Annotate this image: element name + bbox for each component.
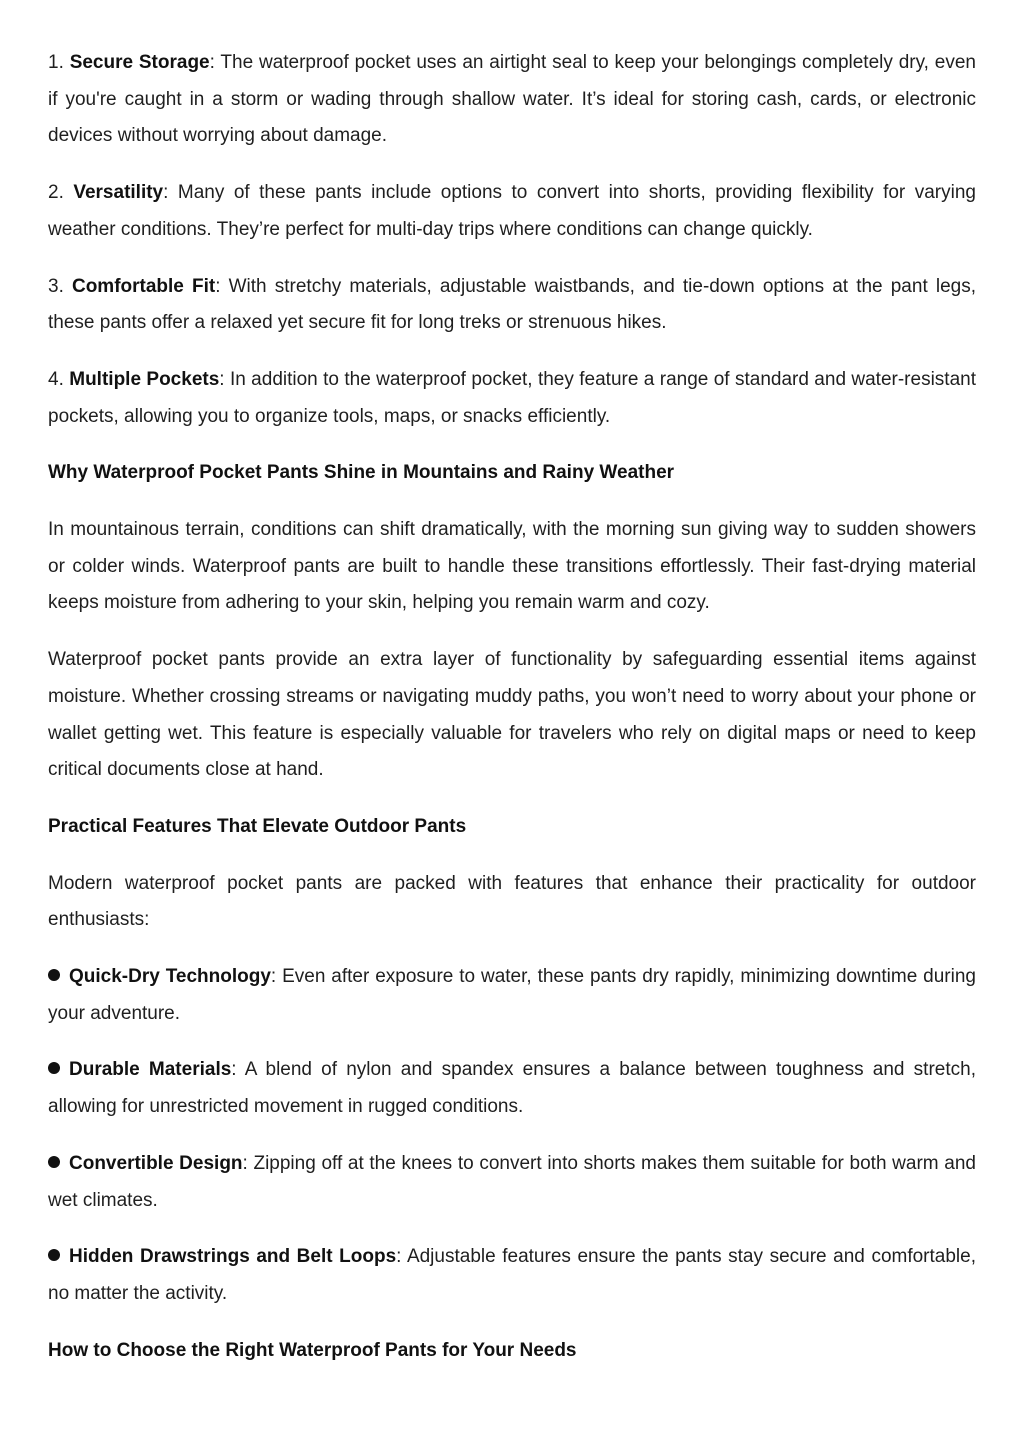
section-heading-choose-pants: How to Choose the Right Waterproof Pants for Your Needs <box>48 1339 577 1361</box>
item-number: 1. <box>48 52 64 73</box>
bullet-text: : Zipping off at the knees to convert into shorts makes them suitable for both warm and wet climates. <box>48 1152 976 1211</box>
bullet-term: Hidden Drawstrings and Belt Loops <box>69 1246 397 1268</box>
bullet-item-1 <box>48 959 976 1032</box>
item-term: Versatility <box>73 182 164 204</box>
paragraph-features-intro: Modern waterproof pocket pants are packed with features that enhance their practicality for outdoor enthusiasts: <box>48 872 976 931</box>
numbered-item-3 <box>48 269 976 342</box>
section-heading-mountains: Why Waterproof Pocket Pants Shine in Mountains and Rainy Weather <box>48 462 675 484</box>
item-term: Multiple Pockets <box>69 368 220 390</box>
paragraph-mountain-terrain: In mountainous terrain, conditions can shift dramatically, with the morning sun giving way to sudden showers or colder winds. Waterproof pants are built to handle these transitions effortlessly. Their fast-drying material keeps moisture from adhering to your skin, helping you remain warm and cozy. <box>48 519 976 614</box>
bullet-text: : Adjustable features ensure the pants stay secure and comfortable, no matter the activity. <box>48 1246 976 1304</box>
bullet-item-4 <box>48 1239 976 1312</box>
bullet-term: Convertible Design <box>69 1152 243 1174</box>
item-text: : With stretchy materials, adjustable waistbands, and tie-down options at the pant legs, these pants offer a relaxed yet secure fit for long treks or strenuous hikes. <box>48 275 976 334</box>
bullet-term: Quick-Dry Technology <box>69 966 271 988</box>
item-text: : In addition to the waterproof pocket, they feature a range of standard and water-resistant pockets, allowing you to organize tools, maps, or snacks efficiently. <box>48 368 976 427</box>
section-heading-practical-features: Practical Features That Elevate Outdoor Pants <box>48 815 467 837</box>
numbered-item-1 <box>48 45 976 155</box>
bullet-dot-icon <box>48 1062 60 1074</box>
bullet-term: Durable Materials <box>69 1059 232 1081</box>
item-number: 2. <box>48 182 64 204</box>
bullet-item-2 <box>48 1052 976 1125</box>
paragraph-pocket-functionality: Waterproof pocket pants provide an extra layer of functionality by safeguarding essential items against moisture. Whether crossing streams or navigating muddy paths, you won’t need to worry about your phone or wallet getting wet. This feature is especially valuable for travelers who rely on digital maps or need to keep critical documents close at hand. <box>48 649 976 781</box>
item-term: Comfortable Fit <box>71 275 216 297</box>
bullet-text: : Even after exposure to water, these pants dry rapidly, minimizing downtime during your adventure. <box>48 966 976 1024</box>
item-text: : Many of these pants include options to convert into shorts, providing flexibility for varying weather conditions. They’re perfect for multi-day trips where conditions can change quickly. <box>48 182 976 240</box>
item-number: 3. <box>48 275 64 297</box>
bullet-text: : A blend of nylon and spandex ensures a balance between toughness and stretch, allowing for unrestricted movement in rugged conditions. <box>48 1059 976 1118</box>
item-text: : The waterproof pocket uses an airtight seal to keep your belongings completely dry, even if you're caught in a storm or wading through shallow water. It’s ideal for storing cash, cards, or electronic devices without worrying about damage. <box>48 52 976 147</box>
numbered-item-2 <box>48 175 976 248</box>
item-number: 4. <box>48 368 64 390</box>
bullet-dot-icon <box>48 969 60 981</box>
bullet-dot-icon <box>48 1249 60 1261</box>
bullet-item-3 <box>48 1146 976 1219</box>
bullet-dot-icon <box>48 1156 60 1168</box>
numbered-item-4 <box>48 362 976 435</box>
item-term: Secure Storage <box>69 52 210 73</box>
